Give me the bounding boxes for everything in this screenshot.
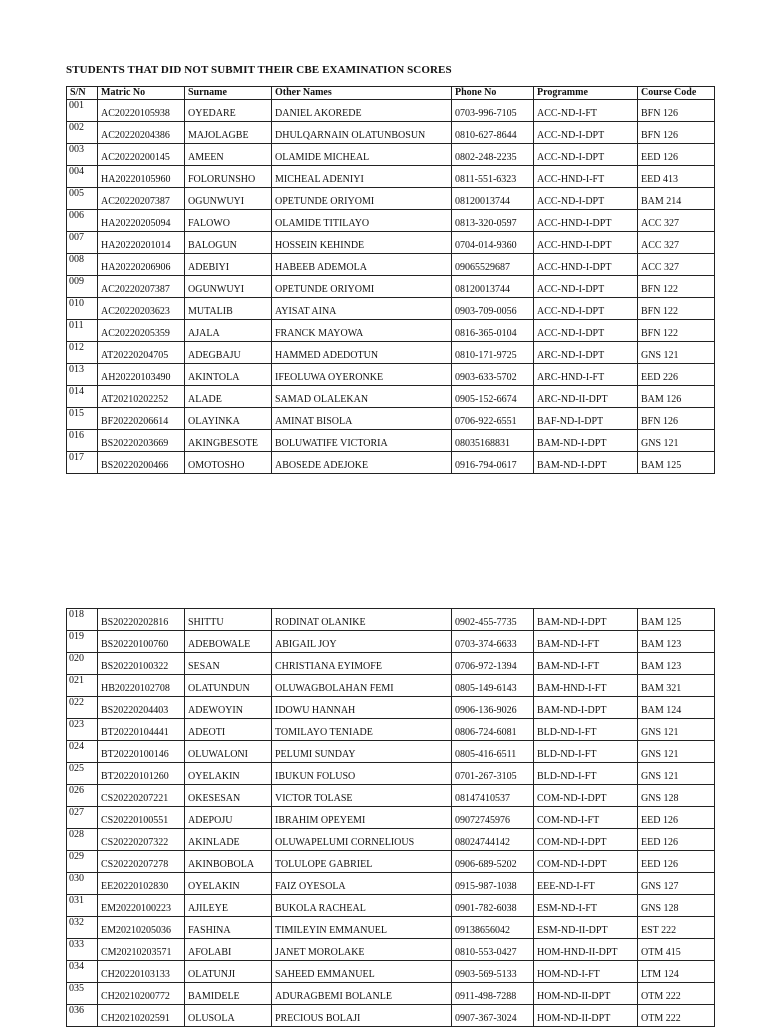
cell-surname: AKINGBESOTE [185,430,272,452]
cell-sn: 032 [67,917,98,939]
cell-sn: 018 [67,609,98,631]
cell-phone-no: 0903-633-5702 [452,364,534,386]
cell-other-names: BOLUWATIFE VICTORIA [272,430,452,452]
cell-phone-no: 08035168831 [452,430,534,452]
cell-course-code: ACC 327 [638,210,715,232]
cell-phone-no: 0805-416-6511 [452,741,534,763]
cell-programme: COM-ND-I-DPT [534,785,638,807]
cell-matric-no: CS20220100551 [98,807,185,829]
cell-sn: 022 [67,697,98,719]
cell-other-names: ABOSEDE ADEJOKE [272,452,452,474]
cell-course-code: BAM 124 [638,697,715,719]
cell-matric-no: AC20220200145 [98,144,185,166]
table-row [67,342,715,364]
cell-sn: 025 [67,763,98,785]
cell-other-names: CHRISTIANA EYIMOFE [272,653,452,675]
cell-matric-no: AC20220207387 [98,188,185,210]
cell-programme: COM-ND-I-DPT [534,851,638,873]
cell-programme: ACC-HND-I-DPT [534,232,638,254]
cell-surname: AFOLABI [185,939,272,961]
table-row [67,917,715,939]
cell-phone-no: 0806-724-6081 [452,719,534,741]
cell-phone-no: 0810-627-8644 [452,122,534,144]
cell-course-code: BAM 321 [638,675,715,697]
cell-course-code: EED 126 [638,851,715,873]
cell-sn: 019 [67,631,98,653]
cell-phone-no: 0810-171-9725 [452,342,534,364]
cell-surname: OKESESAN [185,785,272,807]
table-row [67,829,715,851]
cell-course-code: GNS 121 [638,430,715,452]
header-programme: Programme [534,87,638,100]
table-row [67,254,715,276]
cell-course-code: BAM 125 [638,452,715,474]
cell-matric-no: BF20220206614 [98,408,185,430]
cell-matric-no: BS20220100322 [98,653,185,675]
header-matric-no: Matric No [98,87,185,100]
table-row [67,452,715,474]
cell-surname: SHITTU [185,609,272,631]
cell-phone-no: 0906-689-5202 [452,851,534,873]
cell-sn: 020 [67,653,98,675]
cell-course-code: EED 226 [638,364,715,386]
cell-sn: 006 [67,210,98,232]
cell-course-code: OTM 222 [638,983,715,1005]
cell-programme: COM-ND-I-FT [534,807,638,829]
table-header-row [67,87,715,100]
cell-surname: OLAYINKA [185,408,272,430]
cell-course-code: GNS 128 [638,895,715,917]
cell-surname: ADEBOWALE [185,631,272,653]
cell-other-names: ABIGAIL JOY [272,631,452,653]
cell-other-names: IFEOLUWA OYERONKE [272,364,452,386]
cell-matric-no: AT20210202252 [98,386,185,408]
cell-other-names: OLAMIDE TITILAYO [272,210,452,232]
table-row [67,653,715,675]
cell-other-names: SAHEED EMMANUEL [272,961,452,983]
cell-programme: BAM-ND-I-DPT [534,609,638,631]
cell-sn: 034 [67,961,98,983]
cell-course-code: BFN 126 [638,100,715,122]
cell-surname: AKINBOBOLA [185,851,272,873]
cell-other-names: ADURAGBEMI BOLANLE [272,983,452,1005]
cell-course-code: BAM 125 [638,609,715,631]
cell-course-code: EED 413 [638,166,715,188]
document-title: STUDENTS THAT DID NOT SUBMIT THEIR CBE EXAMINATION SCORES [66,64,452,76]
cell-matric-no: AH20220103490 [98,364,185,386]
cell-phone-no: 0911-498-7288 [452,983,534,1005]
cell-matric-no: BT20220101260 [98,763,185,785]
table-row [67,939,715,961]
table-row [67,1005,715,1027]
cell-phone-no: 08147410537 [452,785,534,807]
cell-programme: ACC-ND-I-DPT [534,188,638,210]
cell-other-names: PRECIOUS BOLAJI [272,1005,452,1027]
cell-sn: 009 [67,276,98,298]
cell-course-code: ACC 327 [638,232,715,254]
cell-phone-no: 0706-922-6551 [452,408,534,430]
cell-surname: OGUNWUYI [185,188,272,210]
cell-surname: AJILEYE [185,895,272,917]
cell-sn: 004 [67,166,98,188]
table-row [67,851,715,873]
cell-programme: BLD-ND-I-FT [534,763,638,785]
cell-other-names: OLUWAPELUMI CORNELIOUS [272,829,452,851]
cell-phone-no: 0703-374-6633 [452,631,534,653]
cell-matric-no: AC20220105938 [98,100,185,122]
table-row [67,408,715,430]
cell-course-code: GNS 121 [638,763,715,785]
cell-other-names: OLAMIDE MICHEAL [272,144,452,166]
cell-other-names: OPETUNDE ORIYOMI [272,188,452,210]
cell-matric-no: CS20220207221 [98,785,185,807]
cell-other-names: VICTOR TOLASE [272,785,452,807]
table-row [67,785,715,807]
table-row [67,983,715,1005]
cell-matric-no: BS20220202816 [98,609,185,631]
cell-surname: AMEEN [185,144,272,166]
cell-course-code: BFN 122 [638,298,715,320]
cell-other-names: PELUMI SUNDAY [272,741,452,763]
cell-other-names: AMINAT BISOLA [272,408,452,430]
table-row [67,741,715,763]
table-row [67,873,715,895]
cell-matric-no: EM20210205036 [98,917,185,939]
cell-programme: HOM-ND-II-DPT [534,1005,638,1027]
cell-other-names: JANET MOROLAKE [272,939,452,961]
table-row [67,763,715,785]
cell-phone-no: 0704-014-9360 [452,232,534,254]
cell-surname: MUTALIB [185,298,272,320]
cell-other-names: FAIZ OYESOLA [272,873,452,895]
table-row [67,188,715,210]
cell-surname: AJALA [185,320,272,342]
cell-course-code: BAM 123 [638,631,715,653]
cell-course-code: BAM 123 [638,653,715,675]
table-row [67,430,715,452]
cell-matric-no: BT20220100146 [98,741,185,763]
cell-programme: HOM-HND-II-DPT [534,939,638,961]
cell-programme: ACC-ND-I-FT [534,100,638,122]
cell-matric-no: AT20220204705 [98,342,185,364]
cell-phone-no: 09065529687 [452,254,534,276]
cell-phone-no: 08120013744 [452,188,534,210]
cell-sn: 003 [67,144,98,166]
cell-matric-no: BS20220200466 [98,452,185,474]
cell-programme: ACC-HND-I-DPT [534,210,638,232]
cell-programme: ARC-ND-II-DPT [534,386,638,408]
cell-surname: AKINLADE [185,829,272,851]
table-row [67,210,715,232]
cell-surname: ADEBIYI [185,254,272,276]
cell-phone-no: 0903-569-5133 [452,961,534,983]
cell-sn: 033 [67,939,98,961]
cell-programme: ARC-ND-I-DPT [534,342,638,364]
cell-matric-no: HA20220205094 [98,210,185,232]
cell-other-names: TOLULOPE GABRIEL [272,851,452,873]
cell-programme: ACC-ND-I-DPT [534,144,638,166]
cell-programme: ACC-ND-I-DPT [534,320,638,342]
cell-matric-no: CS20220207322 [98,829,185,851]
cell-other-names: TOMILAYO TENIADE [272,719,452,741]
cell-programme: BAM-ND-I-FT [534,653,638,675]
cell-programme: BAM-ND-I-DPT [534,697,638,719]
cell-matric-no: BS20220100760 [98,631,185,653]
cell-course-code: OTM 222 [638,1005,715,1027]
cell-other-names: MICHEAL ADENIYI [272,166,452,188]
cell-sn: 016 [67,430,98,452]
table-row [67,631,715,653]
cell-sn: 029 [67,851,98,873]
cell-sn: 023 [67,719,98,741]
cell-course-code: GNS 127 [638,873,715,895]
cell-matric-no: CH20220103133 [98,961,185,983]
cell-phone-no: 0816-365-0104 [452,320,534,342]
cell-phone-no: 0805-149-6143 [452,675,534,697]
cell-course-code: EED 126 [638,144,715,166]
cell-other-names: AYISAT AINA [272,298,452,320]
header-sn: S/N [67,87,98,100]
cell-sn: 005 [67,188,98,210]
cell-surname: SESAN [185,653,272,675]
cell-programme: BAM-HND-I-FT [534,675,638,697]
cell-phone-no: 08024744142 [452,829,534,851]
cell-phone-no: 0916-794-0617 [452,452,534,474]
table-row [67,719,715,741]
cell-programme: ACC-ND-I-DPT [534,276,638,298]
cell-sn: 002 [67,122,98,144]
cell-other-names: BUKOLA RACHEAL [272,895,452,917]
table-row [67,364,715,386]
table-row [67,122,715,144]
cell-other-names: HABEEB ADEMOLA [272,254,452,276]
cell-other-names: IBRAHIM OPEYEMI [272,807,452,829]
table-row [67,609,715,631]
cell-other-names: SAMAD OLALEKAN [272,386,452,408]
cell-surname: BAMIDELE [185,983,272,1005]
students-table-part-2 [66,608,715,1027]
table-row [67,386,715,408]
cell-sn: 013 [67,364,98,386]
cell-course-code: BFN 122 [638,276,715,298]
cell-matric-no: BS20220204403 [98,697,185,719]
cell-sn: 027 [67,807,98,829]
cell-surname: OLUWALONI [185,741,272,763]
cell-course-code: GNS 121 [638,719,715,741]
cell-course-code: BAM 126 [638,386,715,408]
cell-other-names: HAMMED ADEDOTUN [272,342,452,364]
cell-sn: 007 [67,232,98,254]
header-surname: Surname [185,87,272,100]
cell-surname: OYEDARE [185,100,272,122]
cell-surname: FOLORUNSHO [185,166,272,188]
cell-phone-no: 09138656042 [452,917,534,939]
cell-programme: ACC-HND-I-DPT [534,254,638,276]
cell-matric-no: CS20220207278 [98,851,185,873]
cell-course-code: EST 222 [638,917,715,939]
cell-other-names: DANIEL AKOREDE [272,100,452,122]
cell-sn: 024 [67,741,98,763]
cell-surname: BALOGUN [185,232,272,254]
cell-phone-no: 0901-782-6038 [452,895,534,917]
cell-other-names: HOSSEIN KEHINDE [272,232,452,254]
cell-programme: BAF-ND-I-DPT [534,408,638,430]
cell-sn: 010 [67,298,98,320]
cell-programme: HOM-ND-I-FT [534,961,638,983]
cell-sn: 008 [67,254,98,276]
cell-phone-no: 0906-136-9026 [452,697,534,719]
cell-course-code: LTM 124 [638,961,715,983]
cell-surname: ADEOTI [185,719,272,741]
cell-sn: 026 [67,785,98,807]
table-row [67,144,715,166]
cell-surname: OYELAKIN [185,873,272,895]
cell-surname: ADEWOYIN [185,697,272,719]
cell-sn: 036 [67,1005,98,1027]
cell-other-names: OLUWAGBOLAHAN FEMI [272,675,452,697]
cell-phone-no: 0811-551-6323 [452,166,534,188]
cell-matric-no: EM20220100223 [98,895,185,917]
cell-surname: FALOWO [185,210,272,232]
table-row [67,276,715,298]
cell-phone-no: 0903-709-0056 [452,298,534,320]
cell-matric-no: HA20220105960 [98,166,185,188]
header-course-code: Course Code [638,87,715,100]
cell-phone-no: 0703-996-7105 [452,100,534,122]
table-row [67,961,715,983]
cell-programme: BAM-ND-I-FT [534,631,638,653]
cell-course-code: GNS 128 [638,785,715,807]
table-row [67,807,715,829]
cell-matric-no: BT20220104441 [98,719,185,741]
cell-sn: 031 [67,895,98,917]
cell-sn: 028 [67,829,98,851]
cell-programme: BAM-ND-I-DPT [534,452,638,474]
cell-matric-no: AC20220207387 [98,276,185,298]
cell-sn: 017 [67,452,98,474]
cell-matric-no: AC20220205359 [98,320,185,342]
cell-sn: 001 [67,100,98,122]
table-row [67,675,715,697]
cell-matric-no: EE20220102830 [98,873,185,895]
cell-matric-no: CM20210203571 [98,939,185,961]
cell-surname: ADEPOJU [185,807,272,829]
cell-programme: ESM-ND-II-DPT [534,917,638,939]
cell-course-code: EED 126 [638,807,715,829]
cell-surname: FASHINA [185,917,272,939]
cell-course-code: GNS 121 [638,741,715,763]
cell-other-names: RODINAT OLANIKE [272,609,452,631]
header-other-names: Other Names [272,87,452,100]
cell-surname: OLATUNJI [185,961,272,983]
cell-surname: OLATUNDUN [185,675,272,697]
cell-matric-no: AC20220203623 [98,298,185,320]
table-row [67,100,715,122]
cell-sn: 015 [67,408,98,430]
cell-surname: ADEGBAJU [185,342,272,364]
cell-matric-no: HA20220206906 [98,254,185,276]
cell-course-code: OTM 415 [638,939,715,961]
cell-other-names: DHULQARNAIN OLATUNBOSUN [272,122,452,144]
cell-course-code: BAM 214 [638,188,715,210]
cell-surname: ALADE [185,386,272,408]
cell-sn: 012 [67,342,98,364]
cell-programme: ACC-HND-I-FT [534,166,638,188]
cell-sn: 030 [67,873,98,895]
cell-surname: OLUSOLA [185,1005,272,1027]
cell-programme: HOM-ND-II-DPT [534,983,638,1005]
cell-sn: 011 [67,320,98,342]
table-row [67,232,715,254]
table-row [67,298,715,320]
cell-programme: ACC-ND-I-DPT [534,122,638,144]
cell-matric-no: CH20210202591 [98,1005,185,1027]
cell-other-names: TIMILEYIN EMMANUEL [272,917,452,939]
cell-phone-no: 0905-152-6674 [452,386,534,408]
cell-other-names: FRANCK MAYOWA [272,320,452,342]
cell-other-names: OPETUNDE ORIYOMI [272,276,452,298]
cell-course-code: EED 126 [638,829,715,851]
cell-programme: ACC-ND-I-DPT [534,298,638,320]
cell-programme: BLD-ND-I-FT [534,741,638,763]
cell-phone-no: 0810-553-0427 [452,939,534,961]
table-row [67,895,715,917]
cell-other-names: IBUKUN FOLUSO [272,763,452,785]
cell-phone-no: 0701-267-3105 [452,763,534,785]
cell-sn: 035 [67,983,98,1005]
cell-programme: BLD-ND-I-FT [534,719,638,741]
cell-programme: ARC-HND-I-FT [534,364,638,386]
cell-phone-no: 08120013744 [452,276,534,298]
table-row [67,166,715,188]
table-row [67,697,715,719]
cell-matric-no: HB20220102708 [98,675,185,697]
cell-phone-no: 0915-987-1038 [452,873,534,895]
cell-course-code: BFN 126 [638,122,715,144]
cell-surname: MAJOLAGBE [185,122,272,144]
cell-surname: OYELAKIN [185,763,272,785]
cell-matric-no: HA20220201014 [98,232,185,254]
cell-phone-no: 0802-248-2235 [452,144,534,166]
cell-surname: OGUNWUYI [185,276,272,298]
cell-matric-no: CH20210200772 [98,983,185,1005]
cell-phone-no: 0813-320-0597 [452,210,534,232]
students-table-part-1 [66,86,715,474]
cell-phone-no: 0706-972-1394 [452,653,534,675]
cell-course-code: BFN 126 [638,408,715,430]
cell-course-code: ACC 327 [638,254,715,276]
cell-sn: 021 [67,675,98,697]
cell-course-code: BFN 122 [638,320,715,342]
cell-programme: BAM-ND-I-DPT [534,430,638,452]
cell-surname: OMOTOSHO [185,452,272,474]
cell-matric-no: BS20220203669 [98,430,185,452]
table-row [67,320,715,342]
cell-programme: EEE-ND-I-FT [534,873,638,895]
cell-phone-no: 0907-367-3024 [452,1005,534,1027]
cell-sn: 014 [67,386,98,408]
cell-course-code: GNS 121 [638,342,715,364]
cell-other-names: IDOWU HANNAH [272,697,452,719]
cell-surname: AKINTOLA [185,364,272,386]
cell-programme: COM-ND-I-DPT [534,829,638,851]
cell-phone-no: 09072745976 [452,807,534,829]
cell-phone-no: 0902-455-7735 [452,609,534,631]
cell-matric-no: AC20220204386 [98,122,185,144]
header-phone-no: Phone No [452,87,534,100]
cell-programme: ESM-ND-I-FT [534,895,638,917]
